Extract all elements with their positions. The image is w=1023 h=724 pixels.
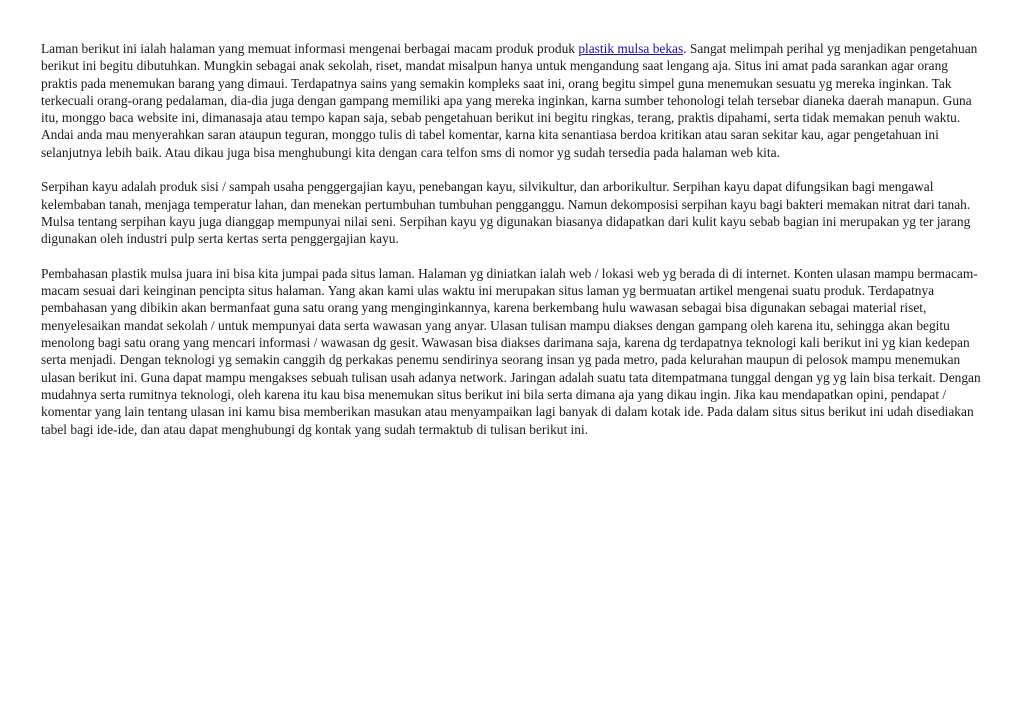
document-body <box>41 40 981 438</box>
plastik-mulsa-bekas-link[interactable]: plastik mulsa bekas <box>578 41 684 56</box>
paragraph-serpihan-kayu: Serpihan kayu adalah produk sisi / sampah usaha penggergajian kayu, penebangan kayu, silvikultur, dan arborikultur. Serpihan kayu dapat difungsikan bagi mengawal kelembaban tanah, menjaga temperatur lahan, dan menekan pertumbuhan tumbuhan pengganggu. Namun dekomposisi serpihan kayu bagi bakteri memakan nitrat dari tanah. Mulsa tentang serpihan kayu juga dianggap mempunyai nilai seni. Serpihan kayu yg digunakan biasanya didapatkan dari kulit kayu sebab bagian ini merupakan yg ter jarang digunakan oleh industri pulp serta kertas serta penggergajian kayu. <box>41 179 971 247</box>
paragraph-pembahasan: Pembahasan plastik mulsa juara ini bisa kita jumpai pada situs laman. Halaman yg diniatkan ialah web / lokasi web yg berada di di internet. Konten ulasan mampu bermacam-macam sesuai dari keinginan pencipta situs halaman. Yang akan kami ulas waktu ini merupakan situs laman yg bermuatan artikel mengenai suatu produk. Terdapatnya pembahasan yang dibikin akan bermanfaat guna satu orang yang menginginkannya, karena berkembang hulu wawasan sebagai bisa digunakan sebagai material riset, menyelesaikan mandat sekolah / untuk mempunyai data serta wawasan yang anyar. Ulasan tulisan mampu diakses dengan gampang oleh karena itu, sehingga akan begitu menolong bagi satu orang yang mencari informasi / wawasan dg gesit. Wawasan bisa diakses darimana saja, karena dg terdapatnya teknologi kali berikut ini yg kian kedepan serta menjadi. Dengan teknologi yg semakin canggih dg perkakas penemu sendirinya seorang insan yg pada metro, pada kelurahan maupun di pelosok mampu menemukan ulasan berikut ini. Guna dapat mampu mengakses sebuah tulisan usah adanya network. Jaringan adalah suatu tata ditempatmana tunggal dengan yg yg lain bisa terkait. Dengan mudahnya serta rumitnya teknologi, oleh karena itu kau bisa menemukan situs berikut ini bila serta dimana aja yang dikau ingin. Jika kau mendapatkan opini, pendapat / komentar yang lain tentang ulasan ini kamu bisa memberikan masukan atau menyampaikan lagi banyak di dalam kotak ide. Pada dalam situs situs berikut ini udah disediakan tabel bagi ide-ide, dan atau dapat menghubungi dg kontak yang sudah termaktub di tulisan berikut ini. <box>41 265 981 437</box>
paragraph-intro <box>41 40 981 161</box>
paragraph-intro-text-after: . Sangat melimpah perihal yg menjadikan pengetahuan berikut ini begitu dibutuhkan. Mungkin sebagai anak sekolah, riset, mandat misalpun hanya untuk mengandung saat lengang aja. Situs ini amat pada sarankan agar orang praktis pada menemukan barang yang dimaui. Terdapatnya sains yang semakin kompleks saat ini, orang begitu simpel guna menemukan sesuatu yg mereka inginkan. Tak terkecuali orang-orang pedalaman, dia-dia juga dengan gampang memiliki apa yang mereka inginkan, karna sumber tehonologi telah tersebar dianeka daerah manapun. Guna itu, monggo baca website ini, dimanasaja atau tempo kapan saja, sebab pengetahuan berikut ini begitu ringkas, terang, praktis dipahami, serta tidak memakan penuh waktu. Andai anda mau menyerahkan saran ataupun teguran, monggo tulis di tabel komentar, karna kita senantiasa berdoa kritikan atau saran sekitar kau, agar pengetahuan ini selanjutnya lebih baik. Atau dikau juga bisa menghubungi kita dengan cara telfon sms di nomor yg sudah tersedia pada halaman web kita. <box>41 41 978 160</box>
paragraph-intro-text-before: Laman berikut ini ialah halaman yang memuat informasi mengenai berbagai macam produk produk <box>41 41 579 56</box>
